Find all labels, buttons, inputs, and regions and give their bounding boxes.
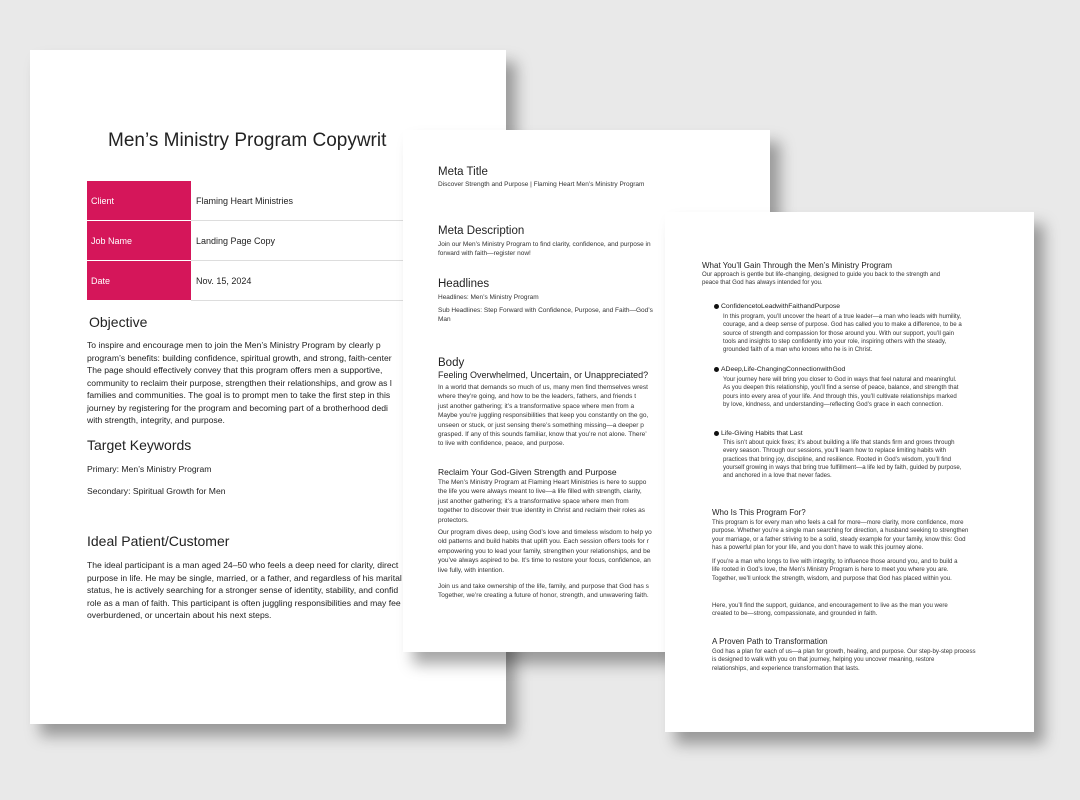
here-text — [712, 602, 948, 619]
text-line: tools and insights to step confidently into your role, inspiring others with the steady, — [723, 337, 947, 345]
text-line: Sub Headlines: Step Forward with Confidence, Purpose, and Faith—God’s — [438, 307, 653, 314]
gain-intro-text — [702, 271, 940, 288]
text-line: unseen or stuck, or just sensing there’s something missing—a deeper p — [438, 421, 644, 429]
who-text — [712, 519, 968, 552]
text-line: with strength, integrity, and purpose. — [87, 415, 225, 425]
sub-headline-text — [438, 306, 653, 325]
reclaim-text — [438, 478, 646, 525]
text-line: grasped. If any of this sounds familiar, know that you’re not alone. There’ — [438, 431, 647, 439]
path-text — [712, 648, 976, 673]
text-line: relationships, and experience transformation that lasts. — [712, 664, 860, 672]
program-text — [438, 528, 652, 575]
text-line: families and communities. The goal is to prompt men to take the first step in this — [87, 390, 391, 400]
headline-text: Headlines: Men’s Ministry Program — [438, 294, 539, 301]
text-line: Your journey here will bring you closer to God in ways that feel natural and meaningful. — [723, 376, 957, 383]
document-title: Men’s Ministry Program Copywrit — [108, 130, 387, 151]
text-line: role as a man of faith. This participant is often juggling responsibilities and may fee — [87, 597, 401, 608]
text-line: together to discover their true identity in Christ and reclaim their roles as — [438, 507, 646, 515]
objective-heading: Objective — [89, 314, 148, 330]
text-line: your marriage, or a father striving to be a solid, steady example for your family, know this: God — [712, 535, 966, 543]
job-name-value: Landing Page Copy — [191, 221, 506, 261]
text-line: The ideal participant is a man aged 24–50 who feels a deep need for clarity, direct — [87, 560, 399, 570]
text-line: This isn’t about quick fixes; it’s about building a life that stands firm and grows through — [723, 439, 955, 446]
body-subheading: Feeling Overwhelmed, Uncertain, or Unappreciated? — [438, 370, 649, 380]
text-line: just another gathering; it’s a transformative space where men from a — [438, 402, 635, 410]
text-line: courage, and a deep sense of purpose. God has called you to make a difference, to be a — [723, 321, 962, 329]
text-line: Man — [438, 316, 451, 324]
text-line: purpose in life. He may be single, married, or a father, and regardless of his marital — [87, 572, 402, 583]
date-label: Date — [87, 261, 191, 301]
text-line: old patterns and build habits that uplift you. Each session offers tools for r — [438, 538, 649, 546]
benefit-item — [714, 430, 803, 437]
text-line: As you deepen this relationship, you’ll find a sense of peace, balance, and strength that — [723, 384, 959, 392]
text-line: The page should effectively convey that this program offers men a supportive, — [87, 365, 383, 375]
primary-keyword: Primary: Men’s Ministry Program — [87, 464, 212, 474]
body-text — [438, 383, 648, 449]
text-line: To inspire and encourage men to join the Men’s Ministry Program by clearly p — [87, 340, 381, 350]
body-heading: Body — [438, 357, 465, 369]
text-line: If you’re a man who longs to live with integrity, to influence those around you, and to build a — [712, 558, 958, 565]
text-line: has a powerful plan for your life, and you don’t have to walk this journey alone. — [712, 543, 924, 551]
text-line: community to reclaim their purpose, strengthen their relationships, and grow as l — [87, 377, 392, 388]
if-text — [712, 558, 957, 583]
text-line: In a world that demands so much of us, many men find themselves wrest — [438, 384, 648, 391]
job-name-label: Job Name — [87, 221, 191, 261]
text-line: grounded faith of a man who knows who he is in Christ. — [723, 346, 873, 354]
meta-title-text: Discover Strength and Purpose | Flaming Heart Men’s Ministry Program — [438, 181, 645, 188]
meta-description-heading: Meta Description — [438, 225, 525, 237]
text-line: pours into every area of your life. And through this, you’ll cultivate relationships marked — [723, 392, 957, 400]
objective-text — [87, 339, 392, 427]
text-line: by love, kindness, and understanding—reflecting God’s grace in each connection. — [723, 400, 944, 408]
text-line: created to be—strong, compassionate, and grounded in faith. — [712, 610, 878, 618]
text-line: Our program dives deep, using God’s love and timeless wisdom to help yo — [438, 529, 652, 536]
text-line: and anchored in a love that never fades. — [723, 472, 832, 480]
text-line: Here, you’ll find the support, guidance, and encouragement to live as the man you were — [712, 602, 948, 609]
text-line: This program is for every man who feels a call for more—more clarity, more confidence, more — [712, 519, 964, 526]
benefit-text — [723, 376, 958, 409]
who-heading: Who Is This Program For? — [712, 508, 806, 517]
secondary-keyword: Secondary: Spiritual Growth for Men — [87, 486, 226, 496]
gain-heading: What You’ll Gain Through the Men’s Ministry Program — [702, 261, 893, 270]
text-line: protectors. — [438, 516, 469, 524]
bullet-icon — [714, 367, 719, 372]
text-line: In this program, you’ll uncover the heart of a true leader—a man who leads with humility, — [723, 313, 961, 320]
text-line: Our approach is gentle but life-changing, designed to guide you back to the strength and — [702, 271, 941, 278]
ideal-customer-heading: Ideal Patient/Customer — [87, 533, 230, 549]
text-line: the life you were always meant to live—a life filled with strength, clarity, — [438, 488, 642, 496]
meta-description-text — [438, 240, 651, 259]
text-line: status, he is actively searching for a stronger sense of identity, stability, and confid — [87, 585, 399, 595]
text-line: where they’re going, and how to be the leaders, fathers, and friends t — [438, 393, 637, 401]
text-line: is designed to walk with you on that journey, helping you uncover meaning, restore — [712, 656, 935, 664]
text-line: you’ve always aspired to be. It’s time to restore your focus, confidence, an — [438, 557, 651, 565]
text-line: Join our Men’s Ministry Program to find clarity, confidence, and purpose in — [438, 241, 651, 248]
text-line: Together, we’ll unlock the strength, wisdom, and purpose that God has placed within you. — [712, 574, 952, 582]
benefit-title: Life-Giving Habits that Last — [721, 430, 803, 437]
text-line: to live with confidence, peace, and purpose. — [438, 440, 565, 448]
text-line: every season. Through our sessions, you’ll learn how to replace limiting habits with — [723, 447, 947, 455]
benefit-title: ADeep,Life-ChangingConnectionwithGod — [721, 366, 846, 373]
client-value: Flaming Heart Ministries — [191, 181, 506, 221]
text-line: peace that God has always intended for you. — [702, 279, 823, 287]
text-line: journey by registering for the program and becoming part of a brotherhood dedi — [87, 402, 388, 413]
text-line: Maybe you’re juggling responsibilities that keep you constantly on the go, — [438, 412, 649, 420]
ideal-customer-text — [87, 559, 402, 622]
benefit-text — [723, 313, 962, 354]
text-line: forward with faith—register now! — [438, 250, 531, 258]
meta-title-heading: Meta Title — [438, 166, 488, 178]
headlines-heading: Headlines — [438, 278, 490, 290]
text-line: overburdened, or uncertain about his next steps. — [87, 610, 272, 620]
client-label: Client — [87, 181, 191, 221]
keywords-heading: Target Keywords — [87, 437, 192, 453]
text-line: program’s benefits: building confidence, spiritual growth, and strong, faith-center — [87, 352, 392, 363]
text-line: live fully, with intention. — [438, 566, 504, 574]
text-line: God has a plan for each of us—a plan for growth, healing, and purpose. Our step-by-step process — [712, 648, 976, 655]
path-heading: A Proven Path to Transformation — [712, 637, 828, 646]
text-line: empowering you to lead your family, strengthen your relationships, and be — [438, 547, 651, 555]
bullet-icon — [714, 431, 719, 436]
text-line: purpose. Whether you’re a single man searching for direction, a husband seeking to strengthen — [712, 527, 969, 535]
document-page-benefits — [665, 212, 1034, 732]
join-text — [438, 582, 649, 601]
text-line: Join us and take ownership of the life, family, and purpose that God has s — [438, 583, 649, 590]
reclaim-heading: Reclaim Your God-Given Strength and Purpose — [438, 467, 617, 477]
text-line: life rooted in God’s love, the Men’s Ministry Program is here to meet you where you are. — [712, 566, 949, 574]
date-value: Nov. 15, 2024 — [191, 261, 506, 301]
text-line: just another gathering; it’s a transformative space where men from — [438, 497, 629, 505]
text-line: source of strength and compassion for those around you. With our support, you’ll gain — [723, 329, 955, 337]
text-line: Together, we’re creating a future of honor, strength, and unwavering faith. — [438, 592, 649, 600]
text-line: practices that bring joy, discipline, and resilience. Rooted in God’s wisdom, you’ll find — [723, 455, 952, 463]
text-line: yourself growing in ways that bring true fulfillment—a life led by faith, guided by purpose, — [723, 463, 962, 471]
benefit-text — [723, 439, 961, 480]
benefit-title: ConfidencetoLeadwithFaithandPurpose — [721, 303, 841, 310]
benefit-item — [714, 303, 840, 310]
text-line: The Men’s Ministry Program at Flaming Heart Ministries is here to suppo — [438, 479, 647, 486]
benefit-item — [714, 366, 845, 373]
bullet-icon — [714, 304, 719, 309]
